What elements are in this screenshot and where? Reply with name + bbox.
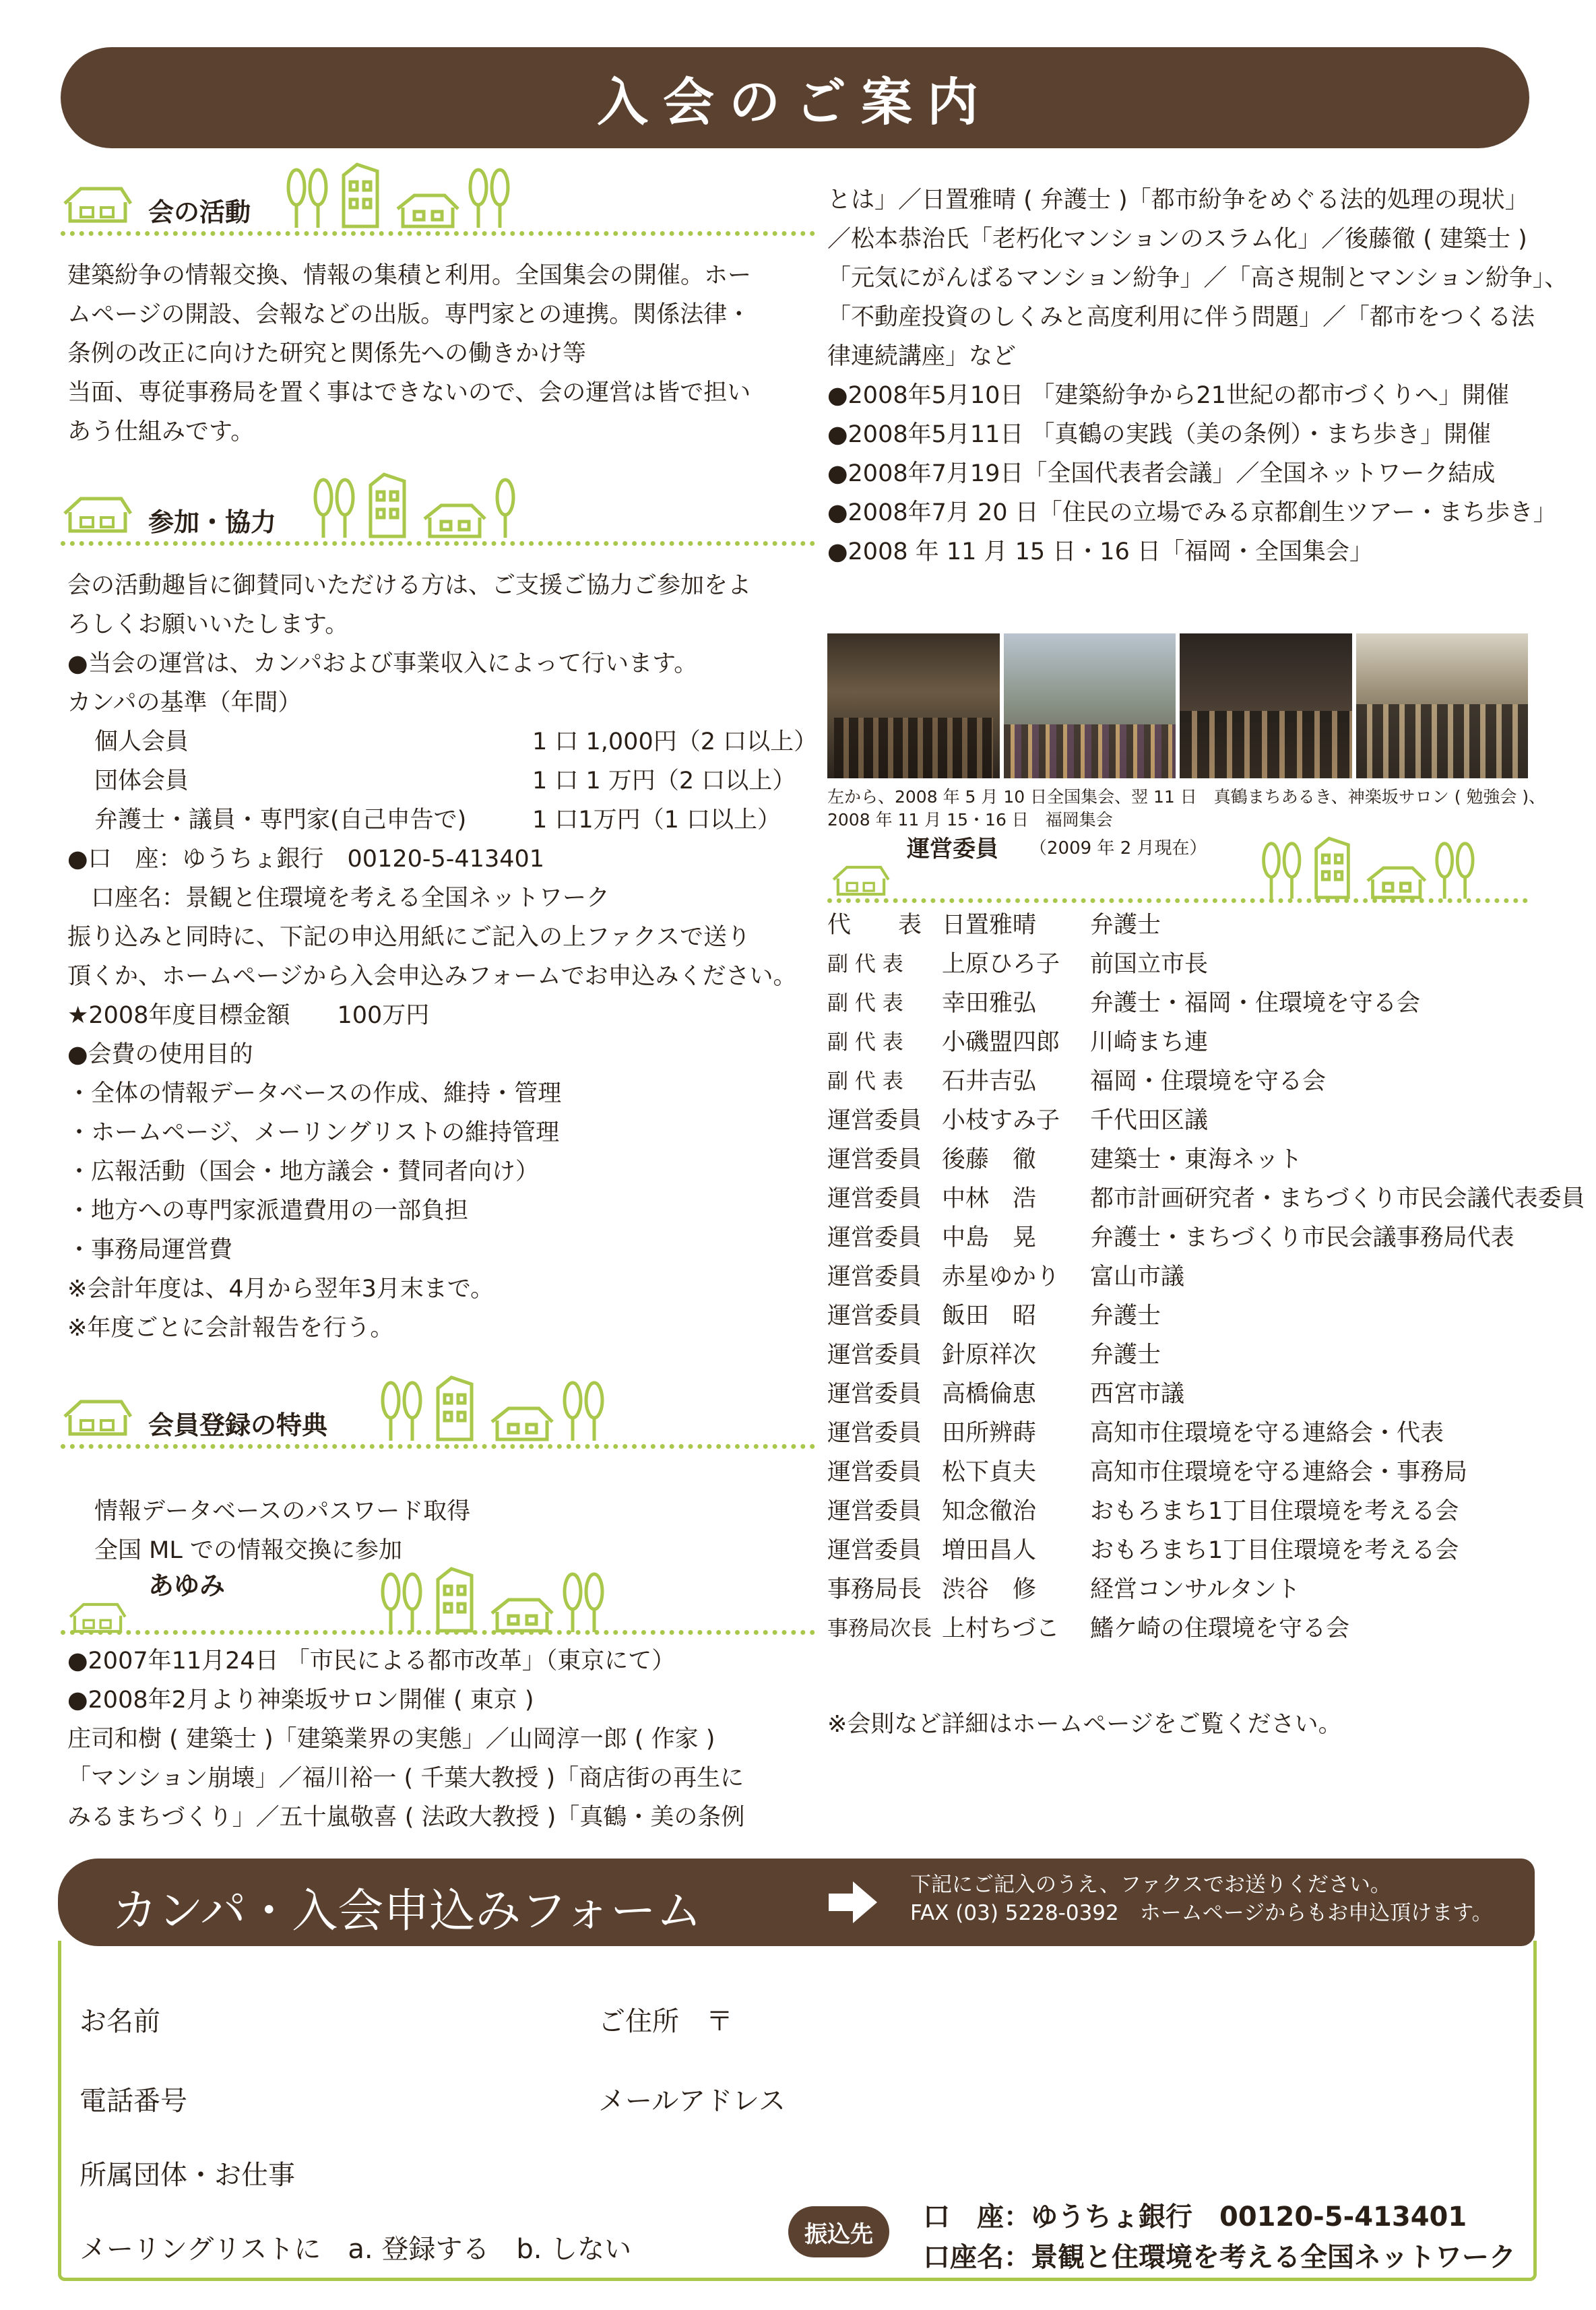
text-line: ろしくお願いいたします。 xyxy=(67,611,349,638)
member-name: 増田昌人 xyxy=(942,1537,1037,1564)
text-line: ●2008 年 11 月 15 日・16 日「福岡・全国集会」 xyxy=(827,538,1373,565)
committee-row xyxy=(827,1062,1528,1101)
member-role: 運営委員 xyxy=(827,1342,922,1369)
form-title: カンパ・入会申込みフォーム xyxy=(112,1885,702,1938)
committee-row xyxy=(827,1453,1528,1492)
member-affiliation: 弁護士 xyxy=(1090,1303,1161,1330)
member-role: 代 表 xyxy=(827,912,922,939)
town-illustration-icon xyxy=(377,1566,660,1633)
fee-amount: 1 口1万円（1 口以上） xyxy=(532,807,781,834)
text-line: カンパの基準（年間） xyxy=(67,689,302,716)
member-role: 副 代 表 xyxy=(827,991,903,1016)
section-title-participation: 参加・協力 xyxy=(148,507,277,537)
member-name: 中林 浩 xyxy=(942,1185,1037,1212)
fee-amount: 1 口 1 万円（2 口以上） xyxy=(532,768,796,794)
member-affiliation: 高知市住環境を守る連絡会・事務局 xyxy=(1090,1459,1468,1486)
member-affiliation: 都市計画研究者・まちづくり市民会議代表委員 xyxy=(1090,1185,1585,1212)
house-icon xyxy=(61,1398,135,1438)
member-role: 運営委員 xyxy=(827,1459,922,1486)
member-role: 運営委員 xyxy=(827,1185,922,1212)
committee-row xyxy=(827,906,1528,945)
member-name: 幸田雅弘 xyxy=(942,990,1037,1017)
text-line: ●2008年2月より神楽坂サロン開催 ( 東京 ) xyxy=(67,1687,534,1714)
text-line: ●2008年5月11日 「真鶴の実践（美の条例）・まち歩き」開催 xyxy=(827,421,1492,448)
text-line: 情報データベースのパスワード取得 xyxy=(94,1498,471,1525)
member-role: 運営委員 xyxy=(827,1537,922,1564)
member-name: 上村ちづこ xyxy=(942,1615,1060,1642)
text-line: ●当会の運営は、カンパおよび事業収入によって行います。 xyxy=(67,650,698,677)
transfer-badge: 振込先 xyxy=(788,2206,889,2257)
member-role: 運営委員 xyxy=(827,1381,922,1408)
town-illustration-icon xyxy=(310,472,593,539)
member-affiliation: 経営コンサルタント xyxy=(1090,1576,1300,1603)
town-illustration-icon xyxy=(283,162,566,229)
section-title-activity: 会の活動 xyxy=(148,197,251,227)
text-line: とは」／日置雅晴 ( 弁護士 )「都市紛争をめぐる法的処理の現状」 xyxy=(827,187,1529,214)
member-affiliation: 弁護士 xyxy=(1090,912,1161,939)
history-text-left xyxy=(67,1642,744,1837)
committee-row xyxy=(827,1101,1528,1140)
text-line: ・地方への専門家派遣費用の一部負担 xyxy=(67,1197,469,1224)
committee-row xyxy=(827,1023,1528,1062)
mailing-list-option[interactable]: メーリングリストに a. 登録する b. しない xyxy=(79,2234,632,2265)
house-icon xyxy=(827,864,895,898)
member-affiliation: 鰭ケ崎の住環境を守る会 xyxy=(1090,1615,1350,1642)
fee-type: 弁護士・議員・専門家(自己申告で) xyxy=(94,807,467,834)
photo-caption xyxy=(827,786,1545,832)
member-affiliation: おもろまち1丁目住環境を考える会 xyxy=(1090,1537,1459,1564)
member-affiliation: 高知市住環境を守る連絡会・代表 xyxy=(1090,1420,1444,1447)
fee-row xyxy=(94,801,797,840)
text-line: 振り込みと同時に、下記の申込用紙にご記入の上ファクスで送り xyxy=(67,924,751,951)
text-line: ・事務局運営費 xyxy=(67,1237,233,1263)
member-affiliation: 千代田区議 xyxy=(1090,1107,1209,1134)
bank-account-line: 口 座：ゆうちょ銀行 00120-5-413401 xyxy=(923,2202,1467,2233)
member-affiliation: 前国立市長 xyxy=(1090,951,1209,978)
arrow-right-icon xyxy=(826,1879,880,1926)
history-text-right xyxy=(827,181,1568,571)
text-line: 庄司和樹 ( 建築士 )「建築業界の実態」／山岡淳一郎 ( 作家 ) xyxy=(67,1726,715,1753)
fee-table xyxy=(67,722,818,840)
caption-line: 左から、2008 年 5 月 10 日全国集会、翌 11 日 真鶴まちあるき、神楽坂サロン ( 勉強会 )、 xyxy=(827,787,1546,807)
section-header-history xyxy=(61,1562,815,1635)
house-icon xyxy=(61,495,135,535)
section-header-participation xyxy=(61,472,815,546)
member-role: 事務局次長 xyxy=(827,1617,932,1641)
committee-date-note: （2009 年 2 月現在） xyxy=(1029,838,1207,859)
member-name: 高橋倫恵 xyxy=(942,1381,1037,1408)
form-header xyxy=(58,1859,1535,1946)
member-name: 上原ひろ子 xyxy=(942,951,1060,978)
page-title: 入会のご案内 xyxy=(597,71,993,132)
member-affiliation: 川崎まち連 xyxy=(1090,1029,1209,1056)
footnote-text: ※会則など詳細はホームページをご覧ください。 xyxy=(827,1711,1342,1738)
address-field-label[interactable]: ご住所 〒 xyxy=(598,2006,733,2037)
member-name: 針原祥次 xyxy=(942,1342,1037,1369)
text-line: ●2008年7月 20 日「住民の立場でみる京都創生ツアー・まち歩き」 xyxy=(827,499,1557,526)
member-role: 運営委員 xyxy=(827,1146,922,1173)
committee-footnote xyxy=(827,1705,1342,1744)
text-line: ※年度ごとに会計報告を行う。 xyxy=(67,1315,394,1342)
name-field-label[interactable]: お名前 xyxy=(79,2006,160,2037)
member-name: 小枝すみ子 xyxy=(942,1107,1060,1134)
event-photo xyxy=(827,633,1000,778)
committee-row xyxy=(827,1375,1528,1414)
section-header-activity xyxy=(61,162,815,236)
text-line: 律連続講座」など xyxy=(827,343,1017,370)
committee-row xyxy=(827,945,1528,984)
committee-row xyxy=(827,984,1528,1023)
text-line: ●2007年11月24日 「市民による都市改革」（東京にて） xyxy=(67,1648,676,1675)
text-line: ★2008年度目標金額 100万円 xyxy=(67,1002,430,1029)
member-role: 副 代 表 xyxy=(827,1069,903,1094)
fee-row xyxy=(94,761,797,801)
form-note xyxy=(910,1871,1493,1927)
member-affiliation: 富山市議 xyxy=(1090,1263,1185,1290)
member-name: 石井吉弘 xyxy=(942,1068,1037,1095)
text-line: 口座名：景観と住環境を考える全国ネットワーク xyxy=(67,885,610,912)
bank-account-name-line: 口座名：景観と住環境を考える全国ネットワーク xyxy=(923,2242,1516,2273)
text-line: ムページの開設、会報などの出版。専門家との連携。関係法律・ xyxy=(67,301,751,328)
text-line: 「マンション崩壊」／福川裕一 ( 千葉大教授 )「商店街の再生に xyxy=(67,1765,744,1792)
text-line: ・ホームページ、メーリングリストの維持管理 xyxy=(67,1119,560,1146)
committee-row xyxy=(827,1492,1528,1531)
title-banner xyxy=(61,47,1529,148)
text-line: ／松本恭治氏「老朽化マンションのスラム化」／後藤徹 ( 建築士 ) xyxy=(827,226,1527,253)
text-line: 建築紛争の情報交換、情報の集積と利用。全国集会の開催。ホー xyxy=(67,262,752,289)
text-line: 「元気にがんばるマンション紛争」／「高さ規制とマンション紛争」、 xyxy=(827,265,1568,292)
text-line: あう仕組みです。 xyxy=(67,418,255,445)
form-note-line: 下記にご記入のうえ、ファクスでお送りください。 xyxy=(910,1873,1391,1897)
fee-type: 団体会員 xyxy=(94,768,189,794)
fee-amount: 1 口 1,000円（2 口以上） xyxy=(532,728,818,755)
photo-strip xyxy=(827,633,1528,778)
text-line: 「不動産投資のしくみと高度利用に伴う問題」／「都市をつくる法 xyxy=(827,304,1535,331)
member-affiliation: 弁護士 xyxy=(1090,1342,1161,1369)
town-illustration-icon xyxy=(377,1375,660,1442)
text-line: ※会計年度は、4月から翌年3月末まで。 xyxy=(67,1276,494,1303)
member-affiliation: 福岡・住環境を守る会 xyxy=(1090,1068,1327,1095)
member-name: 渋谷 修 xyxy=(942,1576,1037,1603)
event-photo xyxy=(1356,633,1529,778)
committee-row xyxy=(827,1218,1528,1257)
section-title-benefits: 会員登録の特典 xyxy=(148,1410,328,1440)
committee-row xyxy=(827,1414,1528,1453)
event-photo xyxy=(1004,633,1176,778)
section-header-benefits xyxy=(61,1375,815,1449)
phone-field-label[interactable]: 電話番号 xyxy=(79,2086,187,2117)
member-role: 副 代 表 xyxy=(827,952,903,976)
committee-row xyxy=(827,1179,1585,1218)
member-affiliation: 西宮市議 xyxy=(1090,1381,1185,1408)
benefits-text xyxy=(94,1492,470,1570)
member-affiliation: 建築士・東海ネット xyxy=(1090,1146,1303,1173)
member-name: 日置雅晴 xyxy=(942,912,1037,939)
member-role: 運営委員 xyxy=(827,1263,922,1290)
text-line: ・広報活動（国会・地方議会・賛同者向け） xyxy=(67,1158,540,1185)
committee-row xyxy=(827,1609,1528,1648)
member-role: 事務局長 xyxy=(827,1576,922,1603)
event-photo xyxy=(1180,633,1352,778)
text-line: ●2008年7月19日「全国代表者会議」／全国ネットワーク結成 xyxy=(827,460,1496,487)
member-role: 副 代 表 xyxy=(827,1030,903,1055)
text-line: ●口 座：ゆうちょ銀行 00120-5-413401 xyxy=(67,846,545,873)
member-affiliation: おもろまち1丁目住環境を考える会 xyxy=(1090,1498,1459,1525)
email-field-label[interactable]: メールアドレス xyxy=(598,2086,786,2117)
committee-row xyxy=(827,1297,1528,1336)
member-affiliation: 弁護士・福岡・住環境を守る会 xyxy=(1090,990,1421,1017)
text-line: 全国 ML での情報交換に参加 xyxy=(94,1537,402,1564)
member-role: 運営委員 xyxy=(827,1498,922,1525)
committee-row xyxy=(827,1570,1528,1609)
form-note-line: FAX (03) 5228-0392 ホームページからもお申込頂けます。 xyxy=(910,1901,1493,1925)
section-header-committee xyxy=(827,830,1528,903)
participation-text xyxy=(67,566,818,1348)
section-title-committee: 運営委員 xyxy=(907,836,998,863)
member-name: 飯田 昭 xyxy=(942,1303,1037,1330)
member-name: 後藤 徹 xyxy=(942,1146,1037,1173)
member-role: 運営委員 xyxy=(827,1420,922,1447)
member-name: 赤星ゆかり xyxy=(942,1263,1060,1290)
member-name: 小磯盟四郎 xyxy=(942,1029,1060,1056)
committee-row xyxy=(827,1336,1528,1375)
committee-row xyxy=(827,1140,1528,1179)
org-field-label[interactable]: 所属団体・お仕事 xyxy=(79,2160,295,2191)
fee-row xyxy=(94,722,818,761)
member-name: 知念徹治 xyxy=(942,1498,1037,1525)
fee-type: 個人会員 xyxy=(94,728,189,755)
text-line: ・全体の情報データベースの作成、維持・管理 xyxy=(67,1080,562,1107)
committee-row xyxy=(827,1257,1528,1297)
member-name: 松下貞夫 xyxy=(942,1459,1037,1486)
member-name: 中島 晃 xyxy=(942,1224,1037,1251)
text-line: 条例の改正に向けた研究と関係先への働きかけ等 xyxy=(67,340,587,367)
member-role: 運営委員 xyxy=(827,1224,922,1251)
text-line: 頂くか、ホームページから入会申込みフォームでお申込みください。 xyxy=(67,963,797,990)
section-title-history: あゆみ xyxy=(148,1571,226,1600)
text-line: 当面、専従事務局を置く事はできないので、会の運営は皆で担い xyxy=(67,379,751,406)
member-role: 運営委員 xyxy=(827,1303,922,1330)
town-illustration-icon xyxy=(1258,834,1528,902)
member-affiliation: 弁護士・まちづくり市民会議事務局代表 xyxy=(1090,1224,1514,1251)
text-line: ●2008年5月10日 「建築紛争から21世紀の都市づくりへ」開催 xyxy=(827,382,1510,409)
text-line: 会の活動趣旨に御賛同いただける方は、ご支援ご協力ご参加をよ xyxy=(67,572,752,599)
house-icon xyxy=(61,185,135,225)
caption-line: 2008 年 11 月 15・16 日 福岡集会 xyxy=(827,810,1113,830)
text-line: みるまちづくり」／五十嵐敬喜 ( 法政大教授 )「真鶴・美の条例 xyxy=(67,1804,745,1831)
activity-text xyxy=(67,256,751,451)
committee-table xyxy=(827,906,1585,1648)
text-line: ●会費の使用目的 xyxy=(67,1041,253,1068)
member-name: 田所辨蒔 xyxy=(942,1420,1037,1447)
committee-row xyxy=(827,1531,1528,1570)
member-role: 運営委員 xyxy=(827,1107,922,1134)
